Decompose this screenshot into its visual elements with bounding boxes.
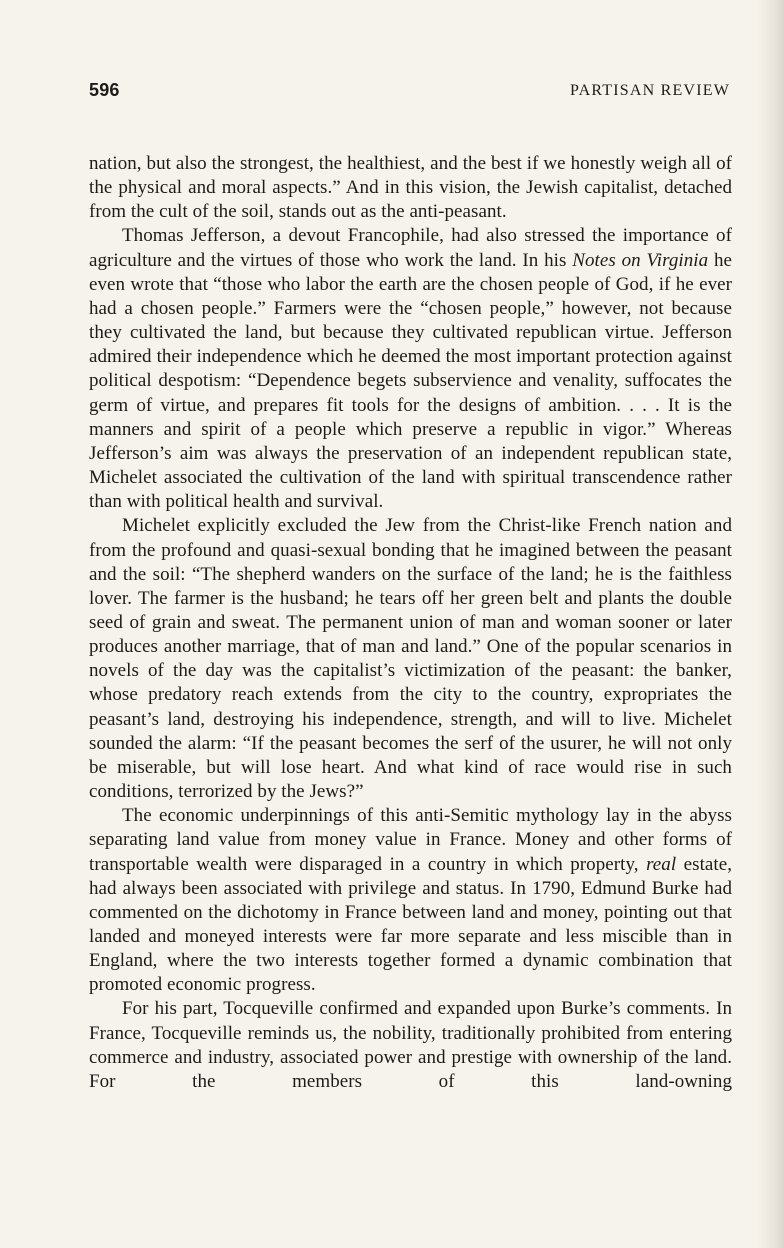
page-edge-shadow	[756, 0, 784, 1248]
paragraph-2-text-a: Thomas Jefferson, a devout Francophile, had also stressed the importance of agriculture and the virtues of those who work the land. In his	[89, 225, 732, 271]
paragraph-1: nation, but also the strongest, the healthiest, and the best if we honestly weigh all of the physical and moral aspects.” And in this vision, the Jewish capitalist, detached from the cult of the soil, stands out as the anti-peasant.	[89, 153, 732, 223]
emphasis-real: real	[646, 853, 677, 875]
journal-title: PARTISAN REVIEW	[569, 82, 730, 99]
paragraph-3: Michelet explicitly excluded the Jew from the Christ-like French nation and from the profound and quasi-sexual bonding that he imagined between the peasant and the soil: “The shepherd wanders on the surface of the land; he is the faithless lover. The farmer is the husband; he tears off her green belt and plants the double seed of grain and sweat. The permanent union of man and woman sooner or later produces another marriage, that of man and land.” One of the popular scenarios in novels of the day was the capitalist’s victimization of the peasant: the banker, whose predatory reach extends from the city to the country, expropriates the peasant’s land, destroying his independence, strength, and will to live. Michelet sounded the alarm: “If the peasant becomes the serf of the usurer, he will not only be miserable, but will lose heart. And what kind of race would rise in such conditions, terrorized by the Jews?”	[89, 515, 732, 803]
paragraph-4	[89, 804, 732, 997]
paragraph-4-text-b: estate, had always been associated with privilege and status. In 1790, Edmund Burke had commented on the dichotomy in France between land and money, pointing out that landed and moneyed interests were far more separate and less miscible than in England, where the two interests together formed a dynamic combination that promoted economic progress.	[89, 853, 732, 996]
running-head	[89, 80, 730, 104]
paragraph-2	[89, 224, 732, 514]
paragraph-4-text-a: The economic underpinnings of this anti-Semitic mythology lay in the abyss separating land value from money value in France. Money and other forms of transportable wealth were disparaged in a country in which property,	[89, 805, 732, 875]
book-title-notes-on-virginia: Notes on Virginia	[572, 249, 709, 271]
page-number: 596	[89, 80, 120, 100]
body-text	[89, 152, 732, 1094]
paragraph-5: For his part, Tocqueville confirmed and expanded upon Burke’s comments. In France, Tocqueville reminds us, the nobility, traditionally prohibited from entering commerce and industry, associated power and prestige with ownership of the land. For the members of this land-owning	[89, 998, 732, 1092]
paragraph-2-text-b: he even wrote that “those who labor the earth are the chosen people of God, if he ever had a chosen people.” Farmers were the “chosen people,” however, not because they cultivated the land, but because they cultivated republican virtue. Jefferson admired their independence which he deemed the most important protection against political despotism: “Dependence begets subservience and venality, suffocates the germ of virtue, and prepares fit tools for the designs of ambition. . . . It is the manners and spirit of a people which preserve a republic in vigor.” Whereas Jefferson’s aim was always the preservation of an independent republican state, Michelet associated the cultivation of the land with spiritual transcendence rather than with political health and survival.	[89, 249, 732, 513]
